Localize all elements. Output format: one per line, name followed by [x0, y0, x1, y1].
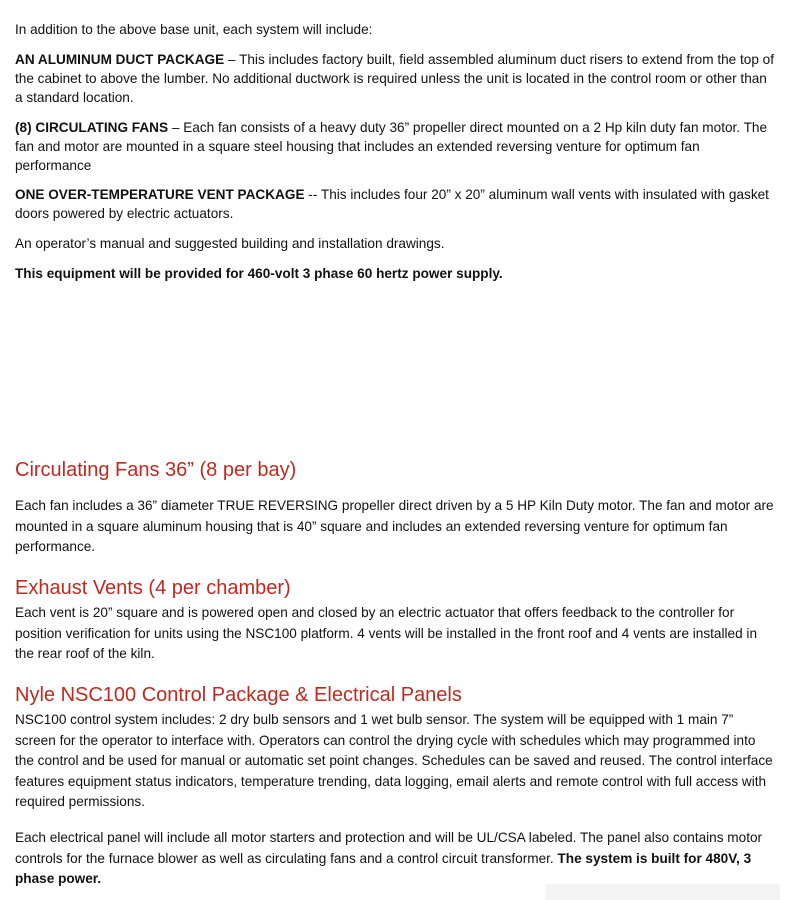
duct-package-title: AN ALUMINUM DUCT PACKAGE [15, 52, 225, 67]
duct-package-separator: – [224, 52, 240, 67]
document-page [15, 0, 775, 900]
control-system-text: NSC100 control system includes: 2 dry bulb sensors and 1 wet bulb sensor. The system will be equipped with 1 main 7” screen for the operator to interface with. Operators can control the drying cycle with schedules which may programmed into the control and be used for manual or automatic set point changes. Schedules can be saved and reused. The control interface features equipment status indicators, temperature trending, data logging, email alerts and remote control with full access with required permissions. [15, 712, 773, 809]
page-footer-fade [545, 884, 780, 900]
circulating-fans-package-title: (8) CIRCULATING FANS [15, 120, 169, 135]
vent-package-paragraph [15, 185, 775, 223]
power-supply-bold: This equipment will be provided for 460-volt 3 phase 60 hertz power supply. [15, 266, 503, 281]
duct-package-text: This includes factory built, field assembled aluminum duct risers to extend from the top of the cabinet to above the lumber. No additional ductwork is required unless the unit is located in the control room or other than a standard location. [15, 52, 774, 105]
vent-package-title: ONE OVER-TEMPERATURE VENT PACKAGE [15, 187, 305, 202]
electrical-panel-text: Each electrical panel will include all motor starters and protection and will be UL/CSA labeled. The panel also contains motor controls for the furnace blower as well as circulating fans and a control circuit transformer. [15, 830, 763, 866]
control-package-heading: Nyle NSC100 Control Package & Electrical Panels [15, 684, 462, 706]
circulating-fans-package-separator: – [168, 120, 184, 135]
circulating-fans-text: Each fan includes a 36” diameter TRUE REVERSING propeller direct driven by a 5 HP Kiln Duty motor. The fan and motor are mounted in a square aluminum housing that is 40” square and includes an extended reversing venture for optimum fan performance. [15, 498, 774, 554]
circulating-fans-package-text: Each fan consists of a heavy duty 36” propeller direct mounted on a 2 Hp kiln duty fan motor. The fan and motor are mounted in a square steel housing that includes an extended reversing venture for optimum fan performance [15, 120, 768, 173]
exhaust-vents-text: Each vent is 20” square and is powered open and closed by an electric actuator that offers feedback to the controller for position verification for units using the NSC100 platform. 4 vents will be installed in the front roof and 4 vents are installed in the rear roof of the kiln. [15, 605, 758, 661]
electrical-panel-bold: The system is built for 480V, 3 phase power. [15, 850, 752, 886]
manual-text: An operator’s manual and suggested building and installation drawings. [15, 236, 445, 251]
vent-package-text: This includes four 20” x 20” aluminum wall vents with insulated with gasket doors powered by electric actuators. [15, 187, 769, 221]
exhaust-vents-heading: Exhaust Vents (4 per chamber) [15, 577, 291, 599]
electrical-panel-paragraph [15, 828, 775, 890]
duct-package-paragraph [15, 50, 775, 107]
intro-text: In addition to the above base unit, each system will include: [15, 22, 373, 37]
circulating-fans-package-paragraph [15, 118, 775, 175]
power-supply-text [15, 264, 775, 283]
circulating-fans-heading: Circulating Fans 36” (8 per bay) [15, 459, 297, 481]
vent-package-separator: -- [304, 187, 321, 202]
